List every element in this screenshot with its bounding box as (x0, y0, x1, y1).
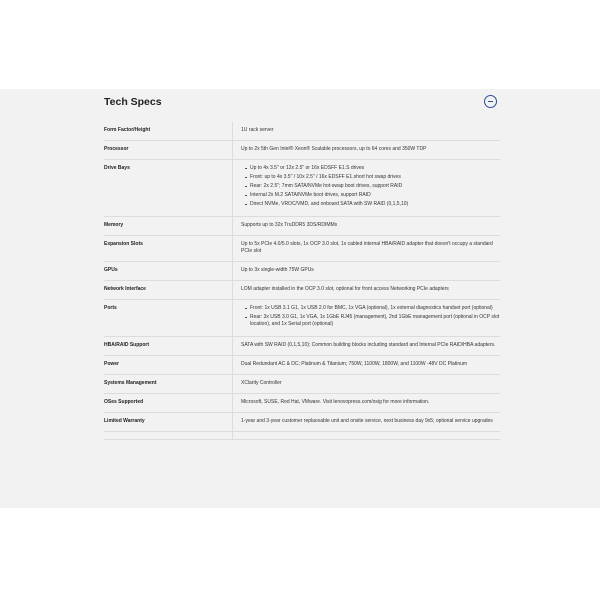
spec-bullet-item: Direct NVMe, VROC/VMD, and onboard SATA with SW RAID (0,1,5,10) (246, 201, 500, 208)
spec-bullet-item: Rear: 2x 2.5"; 7mm SATA/NVMe hot-swap boot drives, support RAID (246, 183, 500, 190)
spec-label (104, 432, 233, 440)
spec-value: Supports up to 32x TruDDR5 3DS/RDIMMs (233, 217, 501, 236)
spec-row (104, 337, 500, 356)
spec-row (104, 375, 500, 394)
spec-label: Limited Warranty (104, 413, 233, 432)
spec-row (104, 122, 500, 141)
spec-row (104, 262, 500, 281)
spec-value: Up to 3x single-width 75W GPUs (233, 262, 501, 281)
spec-row-empty (104, 432, 500, 440)
spec-row (104, 394, 500, 413)
spec-row (104, 413, 500, 432)
spec-label: Power (104, 356, 233, 375)
spec-bullet-item: Front: 1x USB 3.1 G1, 1x USB 2.0 for BMC, 1x VGA (optional), 1x external diagnostics handset port (optional) (246, 305, 500, 312)
spec-bullet-list (241, 305, 500, 328)
spec-label: Network Interface (104, 281, 233, 300)
spec-label: Drive Bays (104, 160, 233, 217)
spec-bullet-item: Up to 4x 3.5" or 12x 2.5" or 16x EDSFF E1.S drives (246, 165, 500, 172)
spec-value-list (233, 160, 501, 217)
spec-row (104, 281, 500, 300)
spec-row (104, 356, 500, 375)
spec-value: Microsoft, SUSE, Red Hat, VMware. Visit lenovopress.com/osig for more information. (233, 394, 501, 413)
spec-bullet-item: Rear: 3x USB 3.0 G1, 1x VGA, 1x 1GbE RJ45 (management), 2nd 1GbE management port (optional in OCP slot location), and 1x Serial port (optional) (246, 314, 500, 328)
section-title: Tech Specs (104, 96, 162, 108)
spec-label: Systems Management (104, 375, 233, 394)
spec-label: Processor (104, 141, 233, 160)
spec-label: Ports (104, 300, 233, 337)
spec-bullet-item: Internal 2x M.2 SATA/NVMe boot drives, support RAID (246, 192, 500, 199)
spec-label: Form Factor/Height (104, 122, 233, 141)
spec-label: OSes Supported (104, 394, 233, 413)
spec-label: GPUs (104, 262, 233, 281)
spec-value: Dual Redundant AC & DC; Platinum & Titanium; 750W, 1100W, 1800W, and 1100W -48V DC Platinum (233, 356, 501, 375)
spec-value: 1-year and 3-year customer replaceable unit and onsite service, next business day 9x5; optional service upgrades (233, 413, 501, 432)
spec-row (104, 236, 500, 262)
spec-value: 1U rack server (233, 122, 501, 141)
spec-value: SATA with SW RAID (0,1,5,10); Common building blocks including standard and Internal PCIe RAID/HBA adapters. (233, 337, 501, 356)
spec-row (104, 217, 500, 236)
spec-bullet-list (241, 165, 500, 208)
spec-label: Expansion Slots (104, 236, 233, 262)
spec-value (233, 432, 501, 440)
spec-row (104, 160, 500, 217)
spec-label: Memory (104, 217, 233, 236)
spec-row (104, 300, 500, 337)
collapse-icon[interactable] (484, 95, 497, 108)
spec-label: HBA/RAID Support (104, 337, 233, 356)
spec-value: Up to 5x PCIe 4.0/5.0 slots, 1x OCP 3.0 slot, 1x cabled internal HBA/RAID adapter that doesn't occupy a standard PCIe slot (233, 236, 501, 262)
spec-row (104, 141, 500, 160)
spec-value-list (233, 300, 501, 337)
spec-value: XClarity Controller (233, 375, 501, 394)
spec-value: LOM adapter installed in the OCP 3.0 slot, optional for front access Networking PCIe adapters (233, 281, 501, 300)
specs-table (104, 122, 500, 440)
spec-value: Up to 2x 5th Gen Intel® Xeon® Scalable processors, up to 64 cores and 350W TDP (233, 141, 501, 160)
spec-bullet-item: Front: up to 4x 3.5" / 10x 2.5" / 16x EDSFF E1.short hot swap drives (246, 174, 500, 181)
